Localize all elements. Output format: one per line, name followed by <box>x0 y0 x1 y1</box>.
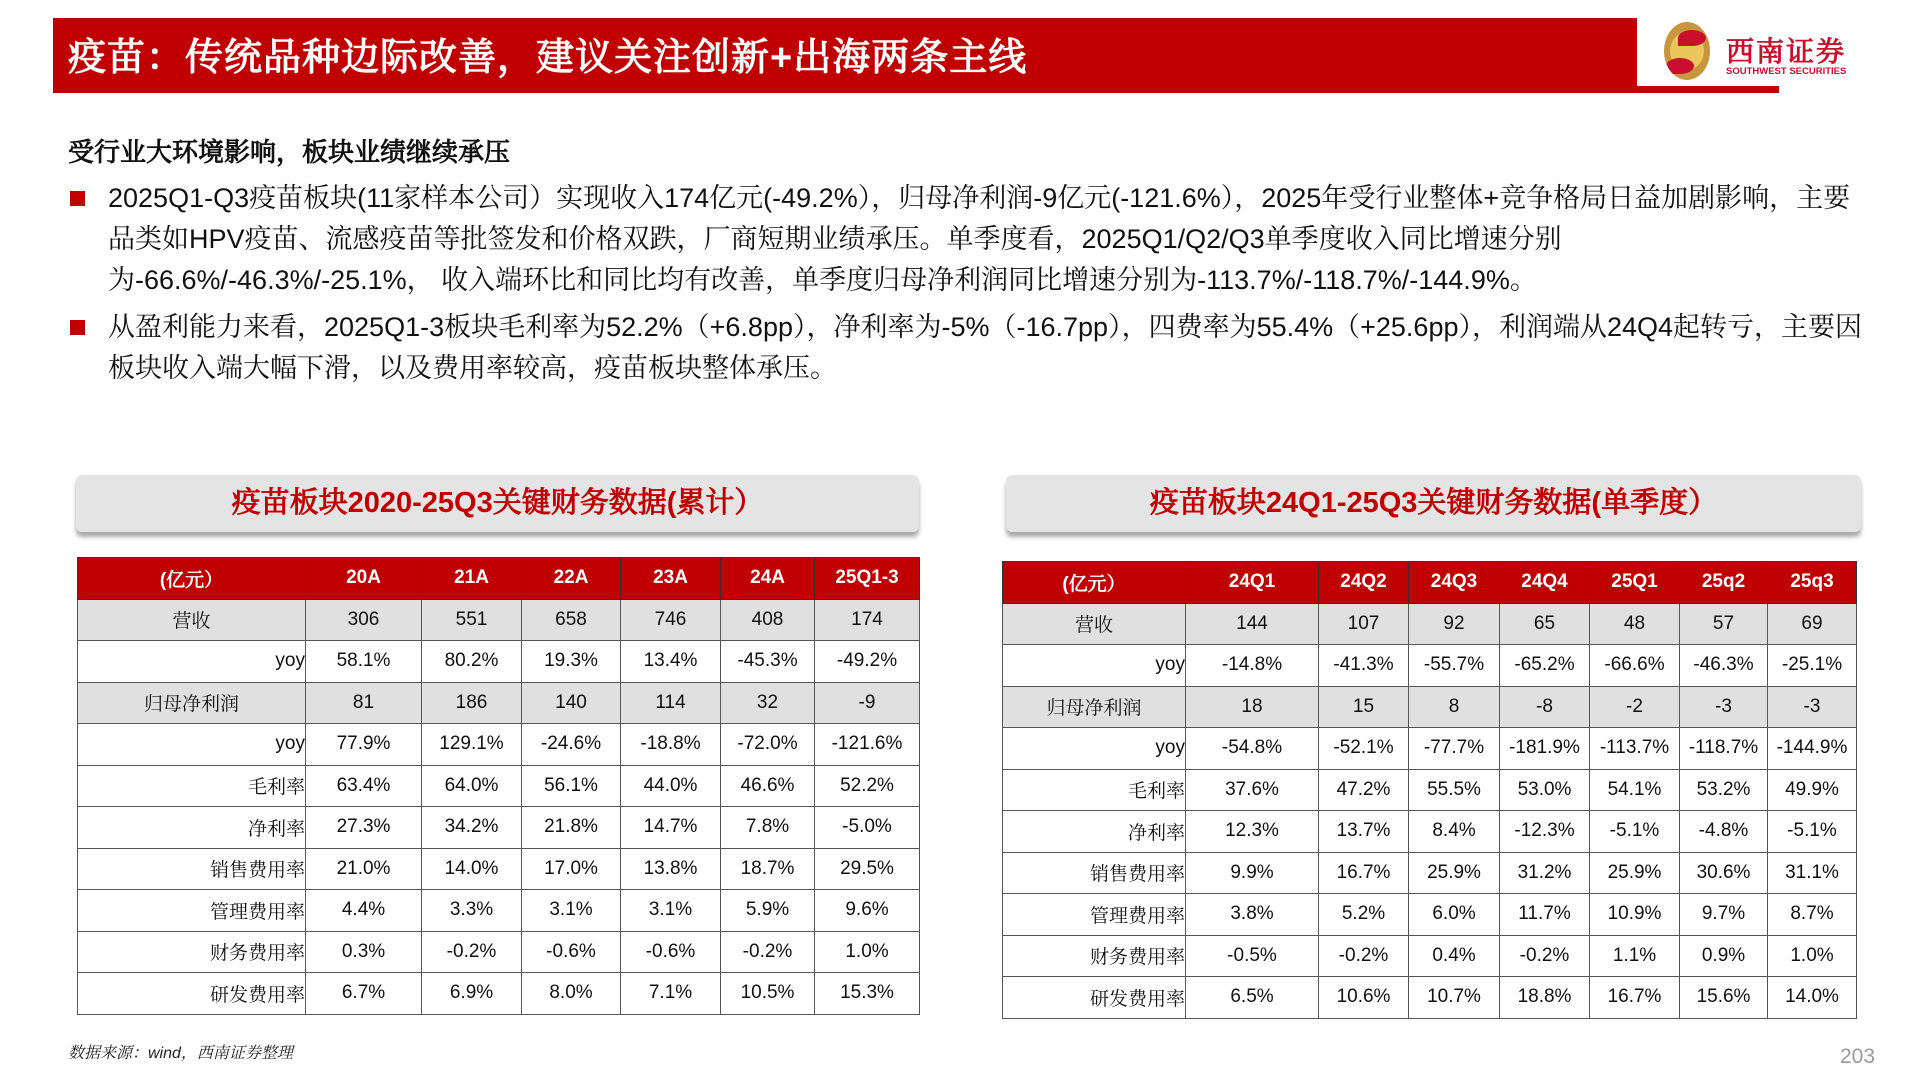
row-label: yoy <box>78 724 306 766</box>
table-cell: 13.8% <box>621 848 721 890</box>
table-cell: -49.2% <box>815 641 920 683</box>
table-cell: 140 <box>522 682 621 724</box>
table-cell: 53.0% <box>1500 769 1590 811</box>
table-cell: -5.1% <box>1590 811 1680 853</box>
table-cell: 16.7% <box>1319 852 1409 894</box>
column-header: (亿元） <box>78 558 306 600</box>
table-cell: 3.8% <box>1186 894 1319 936</box>
table-row <box>1003 935 1857 977</box>
table-cell: -12.3% <box>1500 811 1590 853</box>
table-cell: 14.0% <box>422 848 522 890</box>
table-cell: 25.9% <box>1590 852 1680 894</box>
table-cell: 57 <box>1680 603 1768 645</box>
table-cell: -4.8% <box>1680 811 1768 853</box>
table-cell: 8.7% <box>1768 894 1857 936</box>
bullet-paragraph <box>70 307 1870 389</box>
row-label: 财务费用率 <box>78 931 306 973</box>
table-row <box>1003 728 1857 770</box>
table-cell: -9 <box>815 682 920 724</box>
table-row <box>1003 811 1857 853</box>
table-cell: -5.0% <box>815 807 920 849</box>
table-cell: -14.8% <box>1186 645 1319 687</box>
slide-title: 疫苗：传统品种边际改善，建议关注创新+出海两条主线 <box>68 37 1028 79</box>
row-label: 净利率 <box>78 807 306 849</box>
table-cell: 18.7% <box>721 848 815 890</box>
column-header: 25q2 <box>1680 562 1768 604</box>
table-cell: -3 <box>1680 686 1768 728</box>
table-cell: 13.4% <box>621 641 721 683</box>
table-cell: 44.0% <box>621 765 721 807</box>
table-cell: 10.9% <box>1590 894 1680 936</box>
table-row <box>78 890 920 932</box>
table-cell: 21.0% <box>306 848 422 890</box>
table-cell: -0.2% <box>422 931 522 973</box>
table-header-row <box>1003 562 1857 604</box>
table-cell: 107 <box>1319 603 1409 645</box>
table-cell: 3.3% <box>422 890 522 932</box>
column-header: 24Q3 <box>1409 562 1500 604</box>
table-cell: 32 <box>721 682 815 724</box>
quarterly-table-title: 疫苗板块24Q1-25Q3关键财务数据(单季度） <box>1006 475 1861 532</box>
table-row <box>1003 977 1857 1019</box>
table-cell: 54.1% <box>1590 769 1680 811</box>
table-cell: 1.0% <box>815 931 920 973</box>
table-cell: 658 <box>522 599 621 641</box>
table-cell: 0.4% <box>1409 935 1500 977</box>
column-header: 20A <box>306 558 422 600</box>
table-row <box>78 973 920 1015</box>
column-header: 24Q2 <box>1319 562 1409 604</box>
table-cell: -25.1% <box>1768 645 1857 687</box>
table-cell: -18.8% <box>621 724 721 766</box>
table-cell: -46.3% <box>1680 645 1768 687</box>
table-cell: 5.9% <box>721 890 815 932</box>
table-cell: -118.7% <box>1680 728 1768 770</box>
table-cell: -45.3% <box>721 641 815 683</box>
table-cell: 7.8% <box>721 807 815 849</box>
table-cell: 5.2% <box>1319 894 1409 936</box>
table-cell: 16.7% <box>1590 977 1680 1019</box>
bullet-text: 2025Q1-Q3疫苗板块(11家样本公司）实现收入174亿元(-49.2%），归母净利润-9亿元(-121.6%），2025年受行业整体+竞争格局日益加剧影响，主要品类如HPV疫苗、流感疫苗等批签发和价格双跌，厂商短期业绩承压。单季度看，2025Q1/Q2/Q3单季度收入同比增速分别为-66.6%/-46.3%/-25.1%， 收入端环比和同比均有改善，单季度归母净利润同比增速分别为-113.7%/-118.7%/-144.9%。 <box>108 183 1851 295</box>
company-logo <box>1660 20 1860 84</box>
row-label: 销售费用率 <box>78 848 306 890</box>
table-cell: 14.7% <box>621 807 721 849</box>
table-cell: -41.3% <box>1319 645 1409 687</box>
table-cell: 10.6% <box>1319 977 1409 1019</box>
bullet-text: 从盈利能力来看，2025Q1-3板块毛利率为52.2%（+6.8pp），净利率为-5%（-16.7pp），四费率为55.4%（+25.6pp），利润端从24Q4起转亏，主要因板块收入端大幅下滑，以及费用率较高，疫苗板块整体承压。 <box>108 312 1863 383</box>
table-row <box>78 765 920 807</box>
section-subheading: 受行业大环境影响，板块业绩继续承压 <box>68 137 511 167</box>
table-cell: 53.2% <box>1680 769 1768 811</box>
table-cell: 92 <box>1409 603 1500 645</box>
table-cell: 1.0% <box>1768 935 1857 977</box>
table-cell: 9.6% <box>815 890 920 932</box>
bullet-square-icon <box>70 320 85 335</box>
table-row <box>78 641 920 683</box>
table-cell: 114 <box>621 682 721 724</box>
table-cell: 77.9% <box>306 724 422 766</box>
row-label: 毛利率 <box>78 765 306 807</box>
table-cell: 6.9% <box>422 973 522 1015</box>
table-cell: 144 <box>1186 603 1319 645</box>
table-cell: 34.2% <box>422 807 522 849</box>
table-cell: -0.2% <box>721 931 815 973</box>
column-header: 24Q1 <box>1186 562 1319 604</box>
column-header: 25Q1 <box>1590 562 1680 604</box>
row-label: 营收 <box>78 599 306 641</box>
table-cell: 12.3% <box>1186 811 1319 853</box>
bullet-square-icon <box>70 191 85 206</box>
row-label: 管理费用率 <box>78 890 306 932</box>
column-header: 25q3 <box>1768 562 1857 604</box>
table-row <box>78 682 920 724</box>
table-cell: 3.1% <box>522 890 621 932</box>
table-cell: -3 <box>1768 686 1857 728</box>
table-cell: 31.2% <box>1500 852 1590 894</box>
table-row <box>78 931 920 973</box>
table-cell: 0.9% <box>1680 935 1768 977</box>
table-cell: 10.5% <box>721 973 815 1015</box>
row-label: 归母净利润 <box>1003 686 1186 728</box>
table-cell: -0.5% <box>1186 935 1319 977</box>
column-header: 22A <box>522 558 621 600</box>
table-cell: 13.7% <box>1319 811 1409 853</box>
column-header: 24A <box>721 558 815 600</box>
table-cell: 6.0% <box>1409 894 1500 936</box>
table-row <box>1003 894 1857 936</box>
table-cell: 18 <box>1186 686 1319 728</box>
table-cell: 186 <box>422 682 522 724</box>
table-cell: 65 <box>1500 603 1590 645</box>
table-cell: -181.9% <box>1500 728 1590 770</box>
table-cell: 64.0% <box>422 765 522 807</box>
table-cell: -0.6% <box>522 931 621 973</box>
table-row <box>78 724 920 766</box>
table-cell: 19.3% <box>522 641 621 683</box>
title-bar-underline <box>1636 86 1779 93</box>
table-row <box>1003 645 1857 687</box>
table-cell: 47.2% <box>1319 769 1409 811</box>
table-cell: 63.4% <box>306 765 422 807</box>
table-cell: 49.9% <box>1768 769 1857 811</box>
table-cell: 9.7% <box>1680 894 1768 936</box>
row-label: yoy <box>78 641 306 683</box>
table-cell: -5.1% <box>1768 811 1857 853</box>
table-cell: 46.6% <box>721 765 815 807</box>
table-row <box>78 848 920 890</box>
table-cell: -54.8% <box>1186 728 1319 770</box>
column-header: 25Q1-3 <box>815 558 920 600</box>
table-cell: 52.2% <box>815 765 920 807</box>
table-cell: -113.7% <box>1590 728 1680 770</box>
table-row <box>1003 603 1857 645</box>
table-cell: -2 <box>1590 686 1680 728</box>
table-cell: -72.0% <box>721 724 815 766</box>
table-cell: 0.3% <box>306 931 422 973</box>
row-label: 管理费用率 <box>1003 894 1186 936</box>
table-cell: 56.1% <box>522 765 621 807</box>
table-row <box>78 599 920 641</box>
row-label: 归母净利润 <box>78 682 306 724</box>
table-cell: 8 <box>1409 686 1500 728</box>
table-cell: 129.1% <box>422 724 522 766</box>
table-cell: 80.2% <box>422 641 522 683</box>
table-cell: 746 <box>621 599 721 641</box>
table-cell: 17.0% <box>522 848 621 890</box>
table-row <box>1003 769 1857 811</box>
table-cell: 15.3% <box>815 973 920 1015</box>
bullet-paragraph <box>70 178 1870 301</box>
table-cell: 15.6% <box>1680 977 1768 1019</box>
cumulative-table-title: 疫苗板块2020-25Q3关键财务数据(累计） <box>76 475 919 532</box>
row-label: 净利率 <box>1003 811 1186 853</box>
table-cell: 30.6% <box>1680 852 1768 894</box>
table-cell: 11.7% <box>1500 894 1590 936</box>
table-cell: -144.9% <box>1768 728 1857 770</box>
row-label: 研发费用率 <box>1003 977 1186 1019</box>
table-cell: 58.1% <box>306 641 422 683</box>
table-cell: 37.6% <box>1186 769 1319 811</box>
table-cell: -121.6% <box>815 724 920 766</box>
table-cell: 4.4% <box>306 890 422 932</box>
table-cell: -0.6% <box>621 931 721 973</box>
table-cell: -65.2% <box>1500 645 1590 687</box>
row-label: 营收 <box>1003 603 1186 645</box>
table-cell: -55.7% <box>1409 645 1500 687</box>
table-cell: 306 <box>306 599 422 641</box>
table-cell: 1.1% <box>1590 935 1680 977</box>
table-cell: 55.5% <box>1409 769 1500 811</box>
row-label: 毛利率 <box>1003 769 1186 811</box>
table-row <box>1003 852 1857 894</box>
table-cell: -24.6% <box>522 724 621 766</box>
table-cell: 25.9% <box>1409 852 1500 894</box>
table-cell: 3.1% <box>621 890 721 932</box>
table-cell: 8.0% <box>522 973 621 1015</box>
quarterly-financial-table <box>1002 561 1857 1019</box>
data-source-note: 数据来源：wind，西南证券整理 <box>68 1045 293 1062</box>
table-cell: -0.2% <box>1319 935 1409 977</box>
logo-chinese-name: 西南证券 <box>1726 35 1847 68</box>
table-cell: 15 <box>1319 686 1409 728</box>
table-cell: 551 <box>422 599 522 641</box>
table-cell: 21.8% <box>522 807 621 849</box>
table-row <box>78 807 920 849</box>
table-cell: 8.4% <box>1409 811 1500 853</box>
logo-english-name: SOUTHWEST SECURITIES <box>1726 66 1847 77</box>
logo-emblem-icon <box>1664 22 1710 80</box>
table-cell: 14.0% <box>1768 977 1857 1019</box>
table-cell: 31.1% <box>1768 852 1857 894</box>
table-cell: 9.9% <box>1186 852 1319 894</box>
cumulative-financial-table <box>77 557 920 1015</box>
column-header: (亿元） <box>1003 562 1186 604</box>
table-cell: 27.3% <box>306 807 422 849</box>
row-label: 研发费用率 <box>78 973 306 1015</box>
table-cell: 48 <box>1590 603 1680 645</box>
row-label: 财务费用率 <box>1003 935 1186 977</box>
table-cell: 10.7% <box>1409 977 1500 1019</box>
column-header: 24Q4 <box>1500 562 1590 604</box>
table-cell: 81 <box>306 682 422 724</box>
column-header: 21A <box>422 558 522 600</box>
table-cell: -77.7% <box>1409 728 1500 770</box>
table-cell: -0.2% <box>1500 935 1590 977</box>
table-cell: 408 <box>721 599 815 641</box>
page-number: 203 <box>1840 1045 1876 1068</box>
column-header: 23A <box>621 558 721 600</box>
table-cell: 69 <box>1768 603 1857 645</box>
table-cell: 7.1% <box>621 973 721 1015</box>
table-cell: 6.5% <box>1186 977 1319 1019</box>
table-cell: -66.6% <box>1590 645 1680 687</box>
row-label: yoy <box>1003 645 1186 687</box>
table-row <box>1003 686 1857 728</box>
table-cell: -8 <box>1500 686 1590 728</box>
row-label: 销售费用率 <box>1003 852 1186 894</box>
table-cell: 29.5% <box>815 848 920 890</box>
table-cell: -52.1% <box>1319 728 1409 770</box>
table-cell: 6.7% <box>306 973 422 1015</box>
table-header-row <box>78 558 920 600</box>
row-label: yoy <box>1003 728 1186 770</box>
table-cell: 174 <box>815 599 920 641</box>
table-cell: 18.8% <box>1500 977 1590 1019</box>
